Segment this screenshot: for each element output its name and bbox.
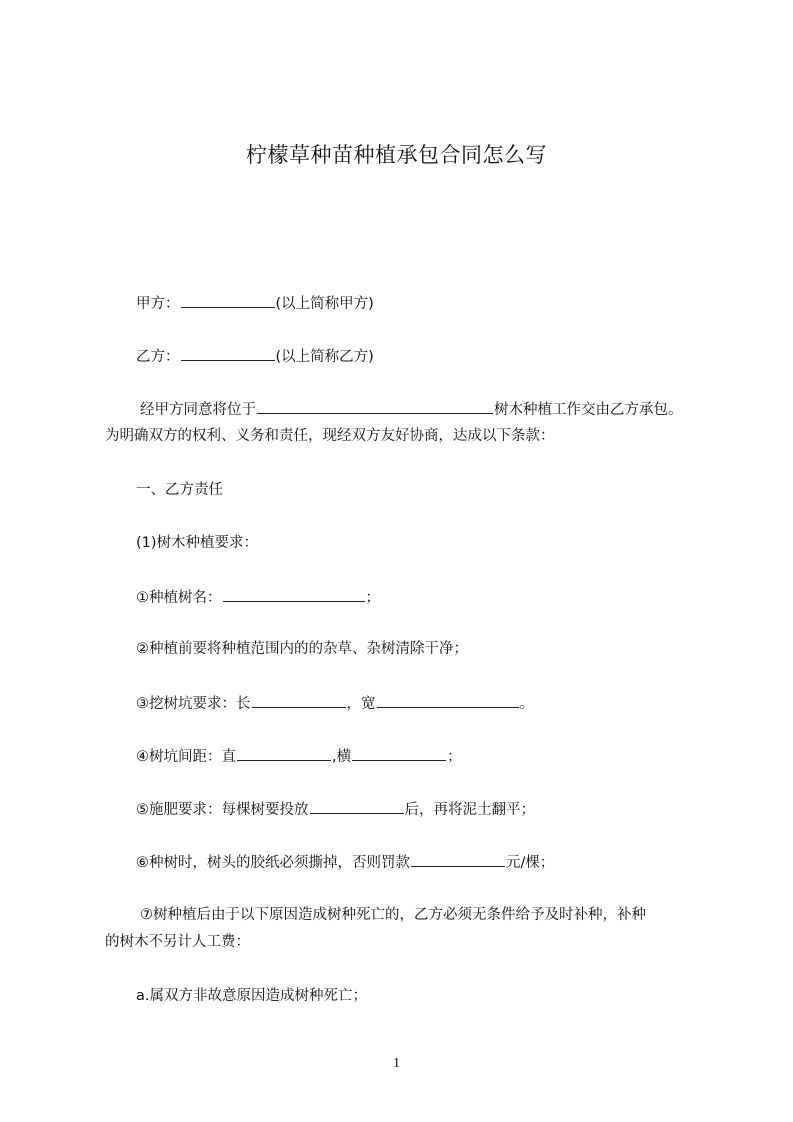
sub1-heading: (1)树木种植要求： <box>136 535 259 551</box>
item-1 <box>136 586 380 608</box>
item1-prefix: ①种植树名： <box>136 590 222 606</box>
spacing-vertical-blank <box>237 745 331 761</box>
item4-prefix: ④树坑间距：直 <box>136 749 236 765</box>
item-5 <box>136 798 535 820</box>
document-title: 柠檬草种苗种植承包合同怎么写 <box>246 143 547 167</box>
item6-prefix: ⑥种树时，树头的胶纸必须撕掉，否则罚款 <box>136 855 410 871</box>
party-a-blank <box>181 292 275 308</box>
party-a-suffix: (以上简称甲方) <box>275 296 374 312</box>
item4-mid: ,横 <box>332 749 352 765</box>
location-blank <box>257 398 493 414</box>
page-number: 1 <box>393 1056 400 1071</box>
fertilizer-blank <box>310 798 404 814</box>
fine-blank <box>411 851 505 867</box>
spacing-horizontal-blank <box>352 745 446 761</box>
pit-width-blank <box>377 692 519 708</box>
item-6 <box>136 851 554 873</box>
item1-suffix: ； <box>365 590 380 606</box>
intro-suffix: 树木种植工作交由乙方承包。 <box>494 402 683 418</box>
party-a-label: 甲方： <box>136 296 180 312</box>
party-b-line <box>136 345 374 367</box>
party-b-blank <box>181 345 275 361</box>
party-b-label: 乙方： <box>136 349 180 365</box>
item-7-line-1: ⑦树种植后由于以下原因造成树种死亡的，乙方必须无条件给予及时补种，补种 <box>140 907 646 923</box>
tree-name-blank <box>223 586 365 602</box>
item3-suffix: 。 <box>519 696 534 712</box>
pit-length-blank <box>252 692 346 708</box>
item-2: ②种植前要将种植范围内的的杂草、杂树清除干净； <box>136 641 468 657</box>
item-4 <box>136 745 462 767</box>
intro-prefix: 经甲方同意将位于 <box>140 402 256 418</box>
item6-suffix: 元/棵； <box>506 855 555 871</box>
item-3 <box>136 692 534 714</box>
party-a-line <box>136 292 374 314</box>
intro-line-2: 为明确双方的权利、义务和责任，现经双方友好协商，达成以下条款： <box>105 428 555 444</box>
item3-mid: ，宽 <box>346 696 376 712</box>
section1-heading: 一、乙方责任 <box>136 482 223 498</box>
intro-line-1 <box>140 398 683 420</box>
item-a: a.属双方非故意原因造成树种死亡； <box>136 988 367 1004</box>
party-b-suffix: (以上简称乙方) <box>275 349 374 365</box>
item-7-line-2: 的树木不另计人工费： <box>105 934 250 950</box>
item5-prefix: ⑤施肥要求：每棵树要投放 <box>136 802 309 818</box>
item5-suffix: 后，再将泥土翻平； <box>404 802 535 818</box>
item4-suffix: ； <box>447 749 462 765</box>
item3-prefix: ③挖树坑要求：长 <box>136 696 251 712</box>
